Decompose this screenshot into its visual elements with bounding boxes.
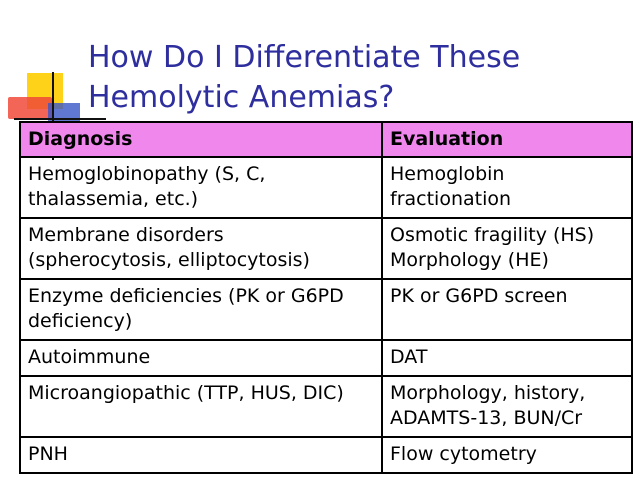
evaluation-cell xyxy=(382,376,632,437)
cell-line: Hemoglobinopathy (S, C, xyxy=(28,163,266,185)
table-row xyxy=(20,279,632,340)
slide-title-line-1: How Do I Differentiate These xyxy=(88,40,521,75)
differential-table xyxy=(19,121,633,474)
diagnosis-cell xyxy=(20,437,382,473)
cell-line: deficiency) xyxy=(28,310,133,332)
cell-line: Osmotic fragility (HS) xyxy=(390,224,595,246)
table-header-row xyxy=(20,122,632,157)
decorative-red-bar xyxy=(8,97,52,119)
cell-line: Microangiopathic (TTP, HUS, DIC) xyxy=(28,382,344,404)
cell-line: Morphology (HE) xyxy=(390,249,549,271)
evaluation-cell xyxy=(382,437,632,473)
table-row xyxy=(20,376,632,437)
cell-line: Morphology, history, xyxy=(390,382,586,404)
table-row xyxy=(20,157,632,218)
cell-line: Membrane disorders xyxy=(28,224,224,246)
evaluation-cell xyxy=(382,157,632,218)
cell-line: thalassemia, etc.) xyxy=(28,188,199,210)
table-row xyxy=(20,340,632,376)
diagnosis-cell xyxy=(20,279,382,340)
decorative-horizontal-line xyxy=(14,118,106,120)
evaluation-cell xyxy=(382,340,632,376)
cell-line: Hemoglobin xyxy=(390,163,505,185)
cell-line: PNH xyxy=(28,443,68,465)
cell-line: ADAMTS-13, BUN/Cr xyxy=(390,407,583,429)
evaluation-cell xyxy=(382,218,632,279)
slide-title xyxy=(88,38,628,118)
cell-line: Autoimmune xyxy=(28,346,151,368)
cell-line: Flow cytometry xyxy=(390,443,537,465)
table-row xyxy=(20,437,632,473)
slide-title-line-2: Hemolytic Anemias? xyxy=(88,80,395,115)
cell-line: fractionation xyxy=(390,188,512,210)
diagnosis-cell xyxy=(20,340,382,376)
cell-line: Enzyme deficiencies (PK or G6PD xyxy=(28,285,344,307)
cell-line: PK or G6PD screen xyxy=(390,285,568,307)
diagnosis-cell xyxy=(20,376,382,437)
evaluation-cell xyxy=(382,279,632,340)
cell-line: (spherocytosis, elliptocytosis) xyxy=(28,249,310,271)
header-diagnosis: Diagnosis xyxy=(20,122,382,157)
header-evaluation: Evaluation xyxy=(382,122,632,157)
diagnosis-cell xyxy=(20,218,382,279)
table-row xyxy=(20,218,632,279)
cell-line: DAT xyxy=(390,346,428,368)
diagnosis-cell xyxy=(20,157,382,218)
